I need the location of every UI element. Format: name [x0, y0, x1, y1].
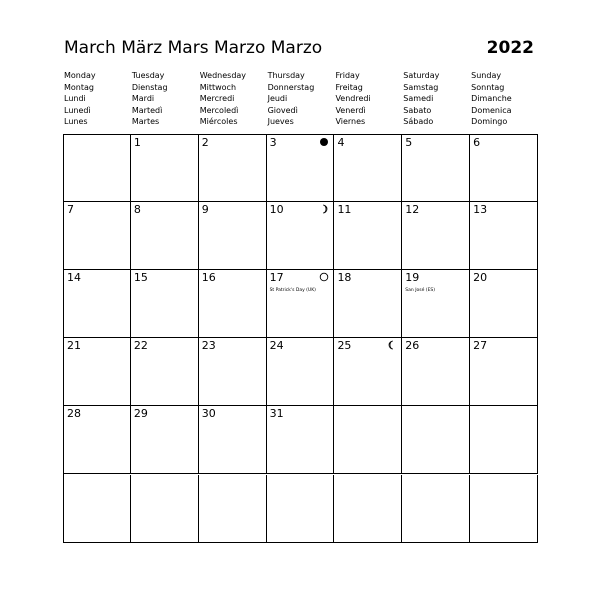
- calendar-title: March März Mars Marzo Marzo: [64, 38, 323, 58]
- day-number: 9: [201, 203, 209, 217]
- day-number: 31: [269, 407, 284, 421]
- day-number: 14: [67, 271, 81, 285]
- day-number: 21: [67, 339, 81, 353]
- weekday-name: Sunday: [471, 71, 502, 80]
- weekday-name: Dimanche: [471, 94, 512, 104]
- day-number: 10: [269, 203, 284, 217]
- day-number: 19: [405, 271, 420, 285]
- calendar-day-cell[interactable]: [267, 202, 335, 270]
- calendar-day-cell[interactable]: [334, 270, 402, 338]
- calendar-day-cell[interactable]: [131, 475, 199, 543]
- weekday-header: [132, 70, 199, 128]
- day-number: 29: [133, 407, 148, 421]
- day-number: 23: [201, 339, 216, 353]
- day-number: 1: [133, 136, 141, 149]
- weekday-header: [335, 70, 402, 128]
- day-number: 28: [67, 407, 81, 421]
- weekday-name: Tuesday: [131, 71, 165, 80]
- day-number: 7: [67, 203, 74, 217]
- calendar-day-cell[interactable]: [334, 202, 402, 270]
- weekday-name: Montag: [64, 82, 94, 92]
- calendar-day-cell[interactable]: [470, 202, 538, 270]
- weekday-name: Monday: [64, 71, 96, 80]
- calendar-day-cell[interactable]: [131, 135, 199, 202]
- calendar-day-cell[interactable]: [470, 270, 538, 338]
- day-number: 18: [337, 271, 352, 285]
- calendar-day-cell[interactable]: [470, 475, 538, 543]
- calendar-day-cell[interactable]: [402, 338, 470, 406]
- calendar-day-cell[interactable]: [64, 406, 131, 474]
- calendar-day-cell[interactable]: [64, 135, 131, 202]
- weekday-name: Saturday: [403, 71, 440, 80]
- day-number: 6: [473, 136, 481, 149]
- calendar-day-cell[interactable]: [402, 202, 470, 270]
- weekday-header: [64, 70, 131, 128]
- weekday-name: Samedi: [403, 94, 434, 104]
- calendar-day-cell[interactable]: [334, 338, 402, 406]
- weekday-name: Mardi: [131, 94, 155, 104]
- calendar-day-cell[interactable]: [199, 135, 267, 202]
- calendar-day-cell[interactable]: [267, 406, 335, 474]
- weekday-name: Martedì: [131, 105, 163, 115]
- weekday-name: Viernes: [335, 117, 366, 127]
- calendar-day-cell[interactable]: [402, 406, 470, 474]
- weekday-name: Samstag: [403, 82, 439, 92]
- weekday-name: Vendredi: [335, 94, 371, 104]
- calendar-day-cell[interactable]: [131, 202, 199, 270]
- weekday-name: Martes: [131, 117, 160, 127]
- calendar-year: 2022: [486, 38, 534, 58]
- weekday-name: Jeudi: [267, 94, 288, 104]
- weekday-name: Friday: [335, 71, 360, 80]
- first-quarter-icon: [319, 204, 329, 214]
- weekday-name: Sonntag: [471, 82, 505, 92]
- calendar-day-cell[interactable]: [267, 270, 335, 338]
- day-number: 15: [133, 271, 148, 285]
- day-number: 27: [473, 339, 488, 353]
- calendar-day-cell[interactable]: [267, 338, 335, 406]
- weekday-name: Mercredi: [199, 94, 235, 104]
- weekday-name: Miércoles: [199, 117, 238, 127]
- day-number: 16: [201, 271, 216, 285]
- weekday-name: Lundi: [64, 94, 86, 104]
- weekday-header: [268, 70, 335, 128]
- calendar-day-cell[interactable]: [402, 135, 470, 202]
- calendar-day-cell[interactable]: [64, 202, 131, 270]
- calendar-day-cell[interactable]: [199, 270, 267, 338]
- weekday-name: Sabato: [403, 105, 432, 115]
- calendar-day-cell[interactable]: [267, 135, 335, 202]
- weekday-name: Dienstag: [131, 82, 168, 92]
- new-moon-icon: [319, 137, 329, 147]
- calendar-day-cell[interactable]: [131, 270, 199, 338]
- day-number: 25: [337, 339, 352, 353]
- day-number: 4: [337, 136, 345, 149]
- weekday-name: Freitag: [335, 82, 363, 92]
- day-number: 24: [269, 339, 284, 353]
- calendar-day-cell[interactable]: [131, 406, 199, 474]
- weekday-name: Mercoledì: [199, 105, 239, 115]
- weekday-name: Lunedì: [64, 105, 91, 115]
- calendar-day-cell[interactable]: [199, 338, 267, 406]
- full-moon-icon: [319, 272, 329, 282]
- calendar-day-cell[interactable]: [199, 202, 267, 270]
- calendar-day-cell[interactable]: [199, 406, 267, 474]
- calendar-day-cell[interactable]: [64, 338, 131, 406]
- day-number: 2: [201, 136, 209, 149]
- weekday-header: [471, 70, 538, 128]
- weekday-name: Thursday: [267, 71, 305, 80]
- calendar-day-cell[interactable]: [402, 475, 470, 543]
- day-number: 22: [133, 339, 148, 353]
- weekday-name: Domingo: [471, 117, 508, 127]
- weekday-name: Donnerstag: [267, 82, 315, 92]
- weekday-header: [200, 70, 267, 128]
- weekday-name: Jueves: [267, 117, 294, 127]
- holiday-label: San José (ES): [405, 288, 436, 294]
- calendar-day-cell[interactable]: [199, 475, 267, 543]
- weekday-name: Venerdì: [335, 105, 366, 115]
- calendar-day-cell[interactable]: [334, 406, 402, 474]
- day-number: 8: [133, 203, 141, 217]
- calendar-day-cell[interactable]: [131, 338, 199, 406]
- day-number: 3: [269, 136, 277, 149]
- day-number: 17: [269, 271, 284, 285]
- calendar-day-cell[interactable]: [470, 338, 538, 406]
- weekday-name: Wednesday: [199, 71, 247, 80]
- calendar-day-cell[interactable]: [402, 270, 470, 338]
- weekday-name: Lunes: [64, 117, 88, 127]
- day-number: 11: [337, 203, 352, 217]
- calendar-day-cell[interactable]: [64, 270, 131, 338]
- holiday-label: St Patrick's Day (UK): [269, 288, 316, 294]
- calendar-day-cell[interactable]: [267, 475, 335, 543]
- day-number: 26: [405, 339, 420, 353]
- calendar-day-cell[interactable]: [64, 475, 131, 543]
- calendar-grid: [63, 134, 538, 543]
- weekday-name: Sábado: [403, 117, 434, 127]
- calendar-day-cell[interactable]: [470, 135, 538, 202]
- day-number: 30: [201, 407, 216, 421]
- weekday-name: Domenica: [471, 105, 512, 115]
- calendar-day-cell[interactable]: [334, 475, 402, 543]
- weekday-name: Giovedì: [267, 105, 298, 115]
- weekday-header: [403, 70, 470, 128]
- day-number: 20: [473, 271, 488, 285]
- day-number: 13: [473, 203, 488, 217]
- day-number: 5: [405, 136, 413, 149]
- last-quarter-icon: [387, 340, 397, 350]
- calendar-day-cell[interactable]: [470, 406, 538, 474]
- day-number: 12: [405, 203, 420, 217]
- calendar-day-cell[interactable]: [334, 135, 402, 202]
- weekday-headers: [64, 70, 538, 130]
- weekday-name: Mittwoch: [199, 82, 237, 92]
